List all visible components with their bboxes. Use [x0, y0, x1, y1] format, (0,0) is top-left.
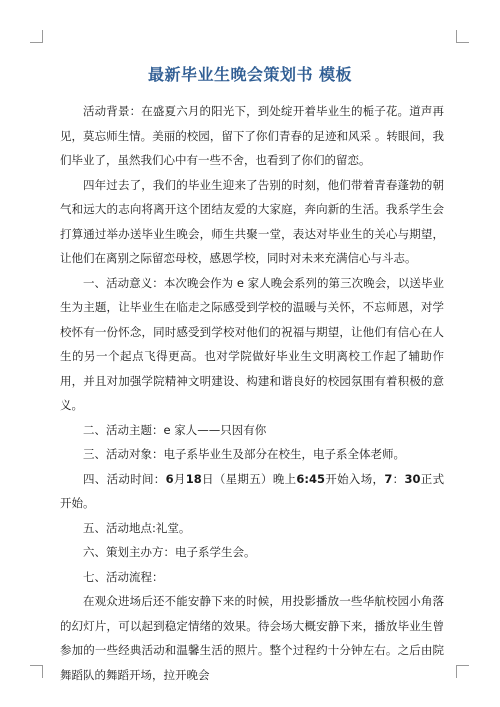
time-end: 正式开始。	[60, 471, 445, 510]
crop-mark-top-left	[30, 30, 43, 43]
paragraph-background: 活动背景：在盛夏六月的阳光下，到处绽开着毕业生的栀子花。道声再见，莫忘师生情。美丽的校园，留下了你们青春的足迹和风采 。转眼间，我们毕业了，虽然我们心中有一些不舍，也看到了你们的留恋。	[60, 104, 444, 167]
paragraph-organizer: 六、策划主办方：电子系学生会。	[83, 545, 256, 559]
crop-mark-top-right	[456, 30, 469, 43]
time-start-minute: 30	[404, 471, 421, 486]
paragraph-significance: 一、活动意义：本次晚会作为 e 家人晚会系列的第三次晚会，以送毕业生为主题，让毕业生在临走之际感受到学校的温暖与关怀，不忘师恩，对学校怀有一份怀念，同时感受到学校对他们的祝福与期望，让他们有信心在人生的另一个起点飞得更高。也对学院做好毕业生文明离校工作起了辅助作用，并且对加强学院精神文明建设、构建和谐良好的校园氛围有着积极的意义。	[60, 275, 444, 412]
time-entry-rest: 开始入场，	[325, 471, 385, 486]
time-day-number: 18	[185, 471, 202, 486]
paragraph-time	[60, 467, 444, 516]
theme-value: e 家人——只因有你	[163, 422, 267, 437]
paragraph-flow-heading: 七、活动流程：	[83, 569, 164, 584]
paragraph-intro: 四年过去了，我们的毕业生迎来了告别的时刻，他们带着青春蓬勃的朝气和远大的志向将离开这个团结友爱的大家庭，奔向新的生活。我系学生会打算通过举办送毕业生晚会，师生共聚一堂，表达对毕业生的关心与期望，让他们在离别之际留恋母校，感恩学校，同时对未来充满信心与斗志。	[60, 177, 444, 265]
paragraph-location: 五、活动地点:礼堂。	[83, 520, 191, 535]
document-title: 最新毕业生晚会策划书 模板	[147, 65, 353, 84]
time-label: 四、活动时间：	[83, 471, 166, 486]
crop-mark-bottom-left	[30, 665, 43, 678]
time-start-hour: 7	[384, 471, 393, 486]
document-body	[60, 99, 444, 687]
time-month-unit: 月	[173, 471, 186, 486]
time-month-number: 6	[165, 471, 174, 486]
time-day-rest: 日（星期五）晚上	[201, 471, 297, 486]
time-entry: 6:45	[296, 471, 326, 486]
crop-mark-bottom-right	[456, 665, 469, 678]
paragraph-audience: 三、活动对象：电子系毕业生及部分在校生，电子系全体老师。	[83, 447, 405, 461]
time-colon: ：	[392, 471, 405, 486]
paragraph-flow: 在观众进场后还不能安静下来的时候，用投影播放一些华航校园小角落的幻灯片，可以起到稳定情绪的效果。待会场大概安静下来，播放毕业生曾参加的一些经典活动和温馨生活的照片。整个过程约十分钟左右。之后由院舞蹈队的舞蹈开场，拉开晚会	[60, 594, 444, 682]
paragraph-theme	[60, 418, 444, 443]
theme-label: 二、活动主题：	[83, 422, 164, 437]
